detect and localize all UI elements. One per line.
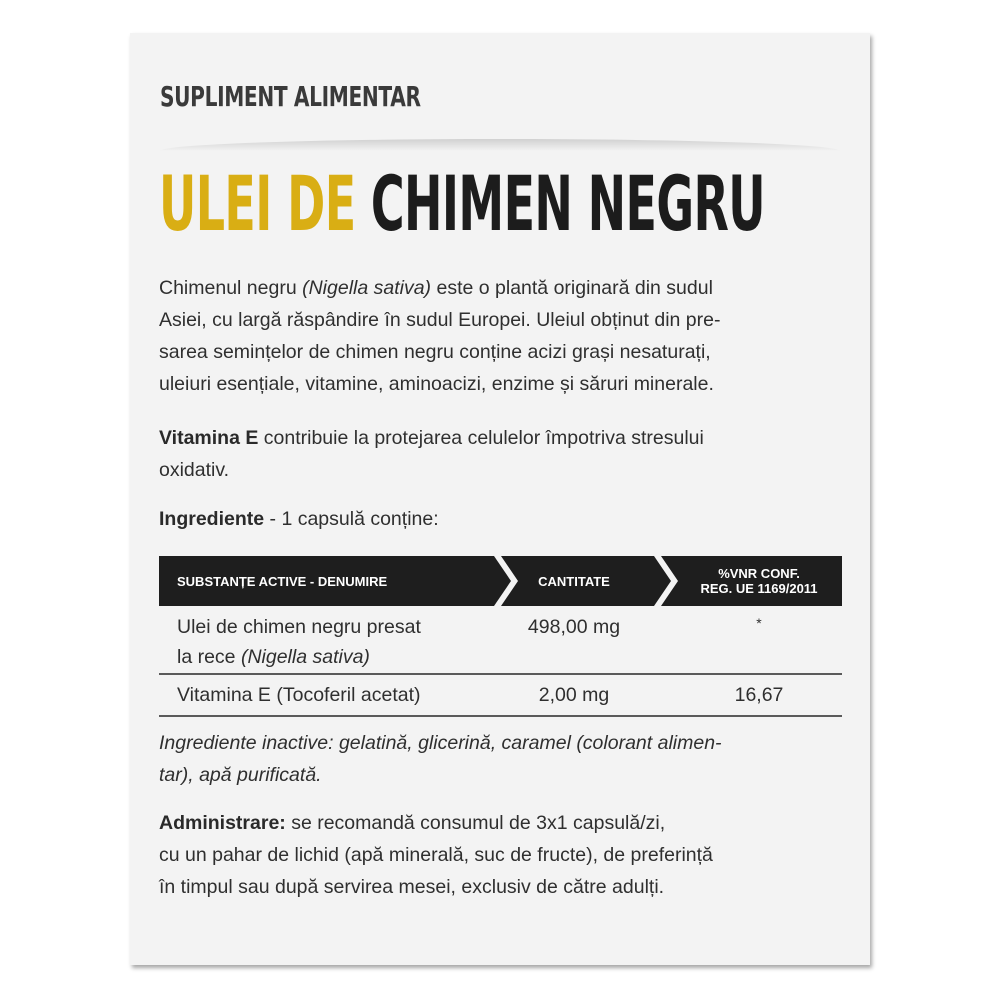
- description-line: Asiei, cu largă răspândire în sudul Europei. Uleiul obținut din pre-: [159, 309, 721, 331]
- substance-name: Ulei de chimen negru presat: [177, 616, 421, 638]
- description-line: [159, 272, 819, 304]
- inactive-line: tar), apă purificată.: [159, 764, 322, 786]
- ingredients-intro: [159, 503, 819, 535]
- category-heading: SUPLIMENT ALIMENTAR: [160, 80, 421, 113]
- administration-line: [159, 807, 819, 839]
- heading-divider: [160, 139, 840, 151]
- ingredients-table: [159, 556, 842, 717]
- administration-label: Administrare:: [159, 812, 286, 834]
- header-substance: SUBSTANȚE ACTIVE - DENUMIRE: [177, 573, 388, 589]
- title-accent: ULEI DE: [159, 159, 356, 248]
- table-row: [159, 606, 842, 675]
- description-paragraph: [159, 272, 819, 400]
- header-quantity: CANTITATE: [538, 573, 610, 589]
- latin-name: (Nigella sativa): [302, 277, 432, 299]
- latin-name: (Nigella sativa): [240, 646, 370, 668]
- description-text: Chimenul negru: [159, 277, 303, 299]
- header-vnr-line: REG. UE 1169/2011: [700, 581, 818, 596]
- header-vnr: [684, 556, 834, 606]
- header-vnr-line: %VNR CONF.: [718, 566, 800, 581]
- title-main: CHIMEN NEGRU: [370, 159, 766, 248]
- vitamin-note: [159, 422, 819, 486]
- table-row: [159, 675, 842, 717]
- vitamin-text: contribuie la protejarea celulelor împotriva stresului: [258, 427, 704, 449]
- vitamin-note-line: [159, 422, 819, 454]
- description-line: sarea semințelor de chimen negru conține acizi grași nesaturați,: [159, 341, 711, 363]
- quantity-cell: 498,00 mg: [527, 616, 621, 638]
- substance-cell: [177, 612, 421, 672]
- substance-cell: Vitamina E (Tocoferil acetat): [177, 684, 421, 706]
- vitamin-note-line: oxidativ.: [159, 459, 230, 481]
- quantity-cell: 2,00 mg: [538, 684, 610, 706]
- administration-line: cu un pahar de lichid (apă minerală, suc de fructe), de preferință: [159, 844, 713, 866]
- ingredients-intro-line: [159, 503, 819, 535]
- product-title: [159, 159, 765, 248]
- vitamin-label: Vitamina E: [159, 427, 259, 449]
- inactive-line: Ingrediente inactive: gelatină, glicerină, caramel (colorant alimen-: [159, 732, 722, 754]
- vnr-cell: 16,67: [734, 684, 784, 706]
- administration-line: în timpul sau după servirea mesei, exclusiv de către adulți.: [159, 876, 665, 898]
- table-header: [159, 556, 842, 606]
- description-text: este o plantă originară din sudul: [431, 277, 713, 299]
- administration-text: se recomandă consumul de 3x1 capsulă/zi,: [285, 812, 666, 834]
- label-panel: [130, 33, 870, 965]
- administration: [159, 807, 819, 903]
- vnr-cell: *: [756, 615, 762, 631]
- inactive-ingredients: [159, 727, 819, 791]
- substance-name: [177, 642, 421, 672]
- substance-text: la rece: [177, 646, 241, 668]
- ingredients-label: Ingrediente: [159, 508, 265, 530]
- description-line: uleiuri esențiale, vitamine, aminoacizi, enzime și săruri minerale.: [159, 373, 714, 395]
- ingredients-text: - 1 capsulă conține:: [264, 508, 439, 530]
